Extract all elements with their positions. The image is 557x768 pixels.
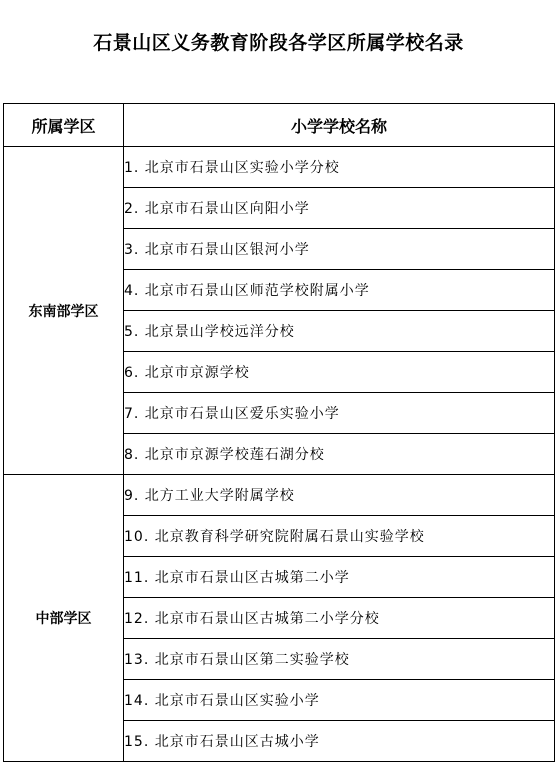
school-name-cell: 3. 北京市石景山区银河小学 [124, 229, 555, 270]
column-header-school: 小学学校名称 [124, 104, 555, 147]
table-row [4, 475, 555, 516]
table-row [4, 147, 555, 188]
school-name-cell: 14. 北京市石景山区实验小学 [124, 680, 555, 721]
school-name-cell: 7. 北京市石景山区爱乐实验小学 [124, 393, 555, 434]
school-name-cell: 15. 北京市石景山区古城小学 [124, 721, 555, 762]
school-name-cell: 1. 北京市石景山区实验小学分校 [124, 147, 555, 188]
district-cell: 东南部学区 [4, 147, 124, 475]
school-name-cell: 4. 北京市石景山区师范学校附属小学 [124, 270, 555, 311]
school-name-cell: 12. 北京市石景山区古城第二小学分校 [124, 598, 555, 639]
column-header-district: 所属学区 [4, 104, 124, 147]
district-cell: 中部学区 [4, 475, 124, 762]
school-name-cell: 10. 北京教育科学研究院附属石景山实验学校 [124, 516, 555, 557]
table-header-row [4, 104, 555, 147]
school-name-cell: 5. 北京景山学校远洋分校 [124, 311, 555, 352]
school-roster-table [3, 103, 555, 762]
page-title: 石景山区义务教育阶段各学区所属学校名录 [93, 32, 464, 54]
school-name-cell: 13. 北京市石景山区第二实验学校 [124, 639, 555, 680]
school-name-cell: 11. 北京市石景山区古城第二小学 [124, 557, 555, 598]
school-name-cell: 2. 北京市石景山区向阳小学 [124, 188, 555, 229]
school-name-cell: 6. 北京市京源学校 [124, 352, 555, 393]
school-name-cell: 9. 北方工业大学附属学校 [124, 475, 555, 516]
school-name-cell: 8. 北京市京源学校莲石湖分校 [124, 434, 555, 475]
